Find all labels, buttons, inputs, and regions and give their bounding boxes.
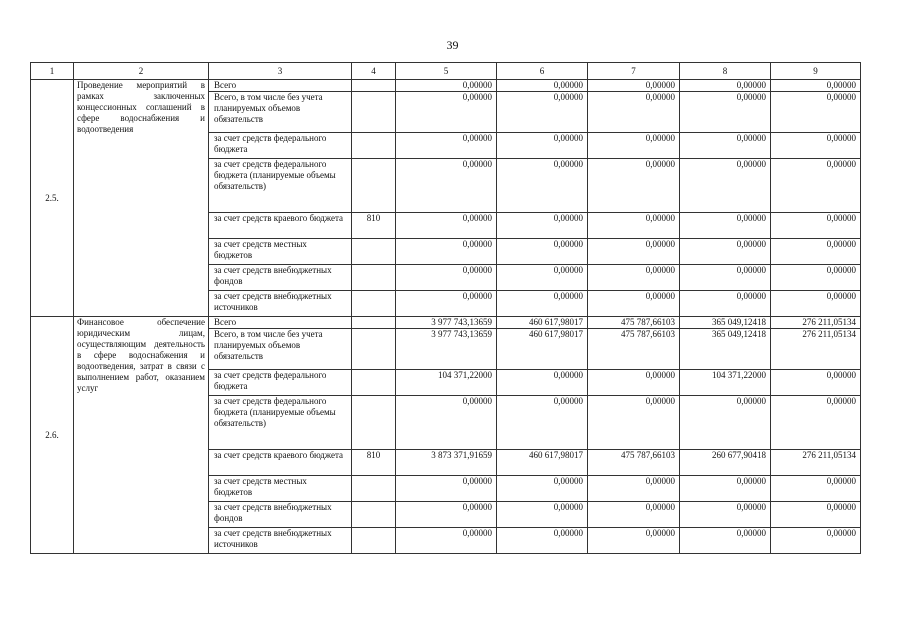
value-cell: 0,00000	[771, 291, 861, 317]
value-cell: 0,00000	[396, 265, 497, 291]
value-cell: 0,00000	[396, 396, 497, 450]
funding-source: за счет средств краевого бюджета	[209, 213, 352, 239]
value-cell: 475 787,66103	[588, 317, 680, 329]
value-cell: 3 873 371,91659	[396, 450, 497, 476]
header-cell: 1	[31, 63, 74, 80]
funding-source: за счет средств федерального бюджета (планируемые объемы обязательств)	[209, 396, 352, 450]
value-cell: 0,00000	[396, 159, 497, 213]
value-cell: 0,00000	[497, 159, 588, 213]
value-cell: 260 677,90418	[680, 450, 771, 476]
budget-code	[352, 329, 396, 370]
value-cell: 0,00000	[497, 80, 588, 92]
value-cell: 0,00000	[771, 159, 861, 213]
value-cell: 0,00000	[588, 502, 680, 528]
value-cell: 0,00000	[588, 476, 680, 502]
value-cell: 0,00000	[588, 213, 680, 239]
budget-code	[352, 92, 396, 133]
value-cell: 0,00000	[680, 133, 771, 159]
value-cell: 276 211,05134	[771, 450, 861, 476]
value-cell: 0,00000	[771, 502, 861, 528]
section-description: Проведение мероприятий в рамках заключенных концессионных соглашений в сфере водоснабжения и водоотведения	[74, 80, 209, 317]
budget-table	[30, 62, 861, 554]
funding-source: за счет средств федерального бюджета	[209, 370, 352, 396]
value-cell: 0,00000	[497, 239, 588, 265]
value-cell: 0,00000	[771, 370, 861, 396]
value-cell: 0,00000	[396, 213, 497, 239]
budget-code	[352, 159, 396, 213]
value-cell: 276 211,05134	[771, 329, 861, 370]
funding-source: за счет средств внебюджетных источников	[209, 528, 352, 554]
value-cell: 0,00000	[497, 291, 588, 317]
section-number: 2.6.	[31, 317, 74, 554]
value-cell: 365 049,12418	[680, 317, 771, 329]
value-cell: 0,00000	[497, 370, 588, 396]
budget-code	[352, 291, 396, 317]
value-cell: 460 617,98017	[497, 329, 588, 370]
section-description: Финансовое обеспечение юридическим лицам, осуществляющим деятельность в сфере водоснабжения и водоотведения, затрат в связи с выполнением работ, оказанием услуг	[74, 317, 209, 554]
table-header-row	[31, 63, 861, 80]
funding-source: за счет средств федерального бюджета (планируемые объемы обязательств)	[209, 159, 352, 213]
budget-code	[352, 133, 396, 159]
funding-source: за счет средств внебюджетных фондов	[209, 265, 352, 291]
value-cell: 0,00000	[680, 80, 771, 92]
header-cell: 7	[588, 63, 680, 80]
value-cell: 0,00000	[680, 265, 771, 291]
value-cell: 0,00000	[588, 291, 680, 317]
value-cell: 0,00000	[680, 396, 771, 450]
value-cell: 365 049,12418	[680, 329, 771, 370]
funding-source: за счет средств местных бюджетов	[209, 476, 352, 502]
header-cell: 6	[497, 63, 588, 80]
value-cell: 0,00000	[771, 476, 861, 502]
value-cell: 0,00000	[396, 502, 497, 528]
value-cell: 460 617,98017	[497, 450, 588, 476]
section-number: 2.5.	[31, 80, 74, 317]
value-cell: 104 371,22000	[396, 370, 497, 396]
value-cell: 0,00000	[588, 92, 680, 133]
value-cell: 0,00000	[396, 291, 497, 317]
page-number: 39	[446, 38, 459, 52]
value-cell: 0,00000	[497, 133, 588, 159]
value-cell: 0,00000	[396, 239, 497, 265]
value-cell: 0,00000	[771, 80, 861, 92]
value-cell: 0,00000	[497, 265, 588, 291]
budget-code	[352, 265, 396, 291]
value-cell: 0,00000	[497, 396, 588, 450]
value-cell: 0,00000	[588, 528, 680, 554]
value-cell: 0,00000	[588, 265, 680, 291]
value-cell: 0,00000	[771, 92, 861, 133]
header-cell: 2	[74, 63, 209, 80]
value-cell: 0,00000	[771, 239, 861, 265]
value-cell: 3 977 743,13659	[396, 329, 497, 370]
value-cell: 0,00000	[771, 133, 861, 159]
value-cell: 0,00000	[396, 92, 497, 133]
value-cell: 0,00000	[680, 239, 771, 265]
value-cell: 3 977 743,13659	[396, 317, 497, 329]
value-cell: 0,00000	[396, 80, 497, 92]
value-cell: 0,00000	[396, 133, 497, 159]
value-cell: 0,00000	[771, 528, 861, 554]
budget-code	[352, 239, 396, 265]
value-cell: 0,00000	[680, 92, 771, 133]
value-cell: 460 617,98017	[497, 317, 588, 329]
header-cell: 8	[680, 63, 771, 80]
value-cell: 0,00000	[680, 502, 771, 528]
header-cell: 9	[771, 63, 861, 80]
budget-code	[352, 396, 396, 450]
value-cell: 0,00000	[588, 239, 680, 265]
funding-source: за счет средств внебюджетных источников	[209, 291, 352, 317]
value-cell: 276 211,05134	[771, 317, 861, 329]
value-cell: 0,00000	[588, 133, 680, 159]
budget-code	[352, 528, 396, 554]
value-cell: 0,00000	[497, 92, 588, 133]
value-cell: 0,00000	[680, 291, 771, 317]
value-cell: 104 371,22000	[680, 370, 771, 396]
value-cell: 0,00000	[588, 396, 680, 450]
value-cell: 475 787,66103	[588, 450, 680, 476]
value-cell: 0,00000	[680, 476, 771, 502]
budget-code	[352, 476, 396, 502]
funding-source: Всего, в том числе без учета планируемых объемов обязательств	[209, 329, 352, 370]
funding-source: Всего, в том числе без учета планируемых объемов обязательств	[209, 92, 352, 133]
value-cell: 0,00000	[680, 528, 771, 554]
value-cell: 0,00000	[396, 528, 497, 554]
table-row	[31, 80, 861, 92]
value-cell: 0,00000	[771, 265, 861, 291]
value-cell: 0,00000	[588, 370, 680, 396]
value-cell: 0,00000	[497, 476, 588, 502]
value-cell: 0,00000	[771, 213, 861, 239]
budget-code	[352, 370, 396, 396]
budget-code: 810	[352, 450, 396, 476]
value-cell: 0,00000	[588, 80, 680, 92]
budget-code	[352, 502, 396, 528]
header-cell: 5	[396, 63, 497, 80]
budget-code	[352, 317, 396, 329]
funding-source: за счет средств федерального бюджета	[209, 133, 352, 159]
value-cell: 0,00000	[588, 159, 680, 213]
value-cell: 0,00000	[680, 159, 771, 213]
funding-source: за счет средств краевого бюджета	[209, 450, 352, 476]
value-cell: 0,00000	[497, 502, 588, 528]
header-cell: 3	[209, 63, 352, 80]
table-row	[31, 317, 861, 329]
funding-source: за счет средств местных бюджетов	[209, 239, 352, 265]
funding-source: за счет средств внебюджетных фондов	[209, 502, 352, 528]
value-cell: 0,00000	[497, 213, 588, 239]
value-cell: 0,00000	[771, 396, 861, 450]
funding-source: Всего	[209, 317, 352, 329]
value-cell: 0,00000	[680, 213, 771, 239]
budget-code	[352, 80, 396, 92]
value-cell: 0,00000	[396, 476, 497, 502]
header-cell: 4	[352, 63, 396, 80]
budget-code: 810	[352, 213, 396, 239]
value-cell: 0,00000	[497, 528, 588, 554]
value-cell: 475 787,66103	[588, 329, 680, 370]
funding-source: Всего	[209, 80, 352, 92]
